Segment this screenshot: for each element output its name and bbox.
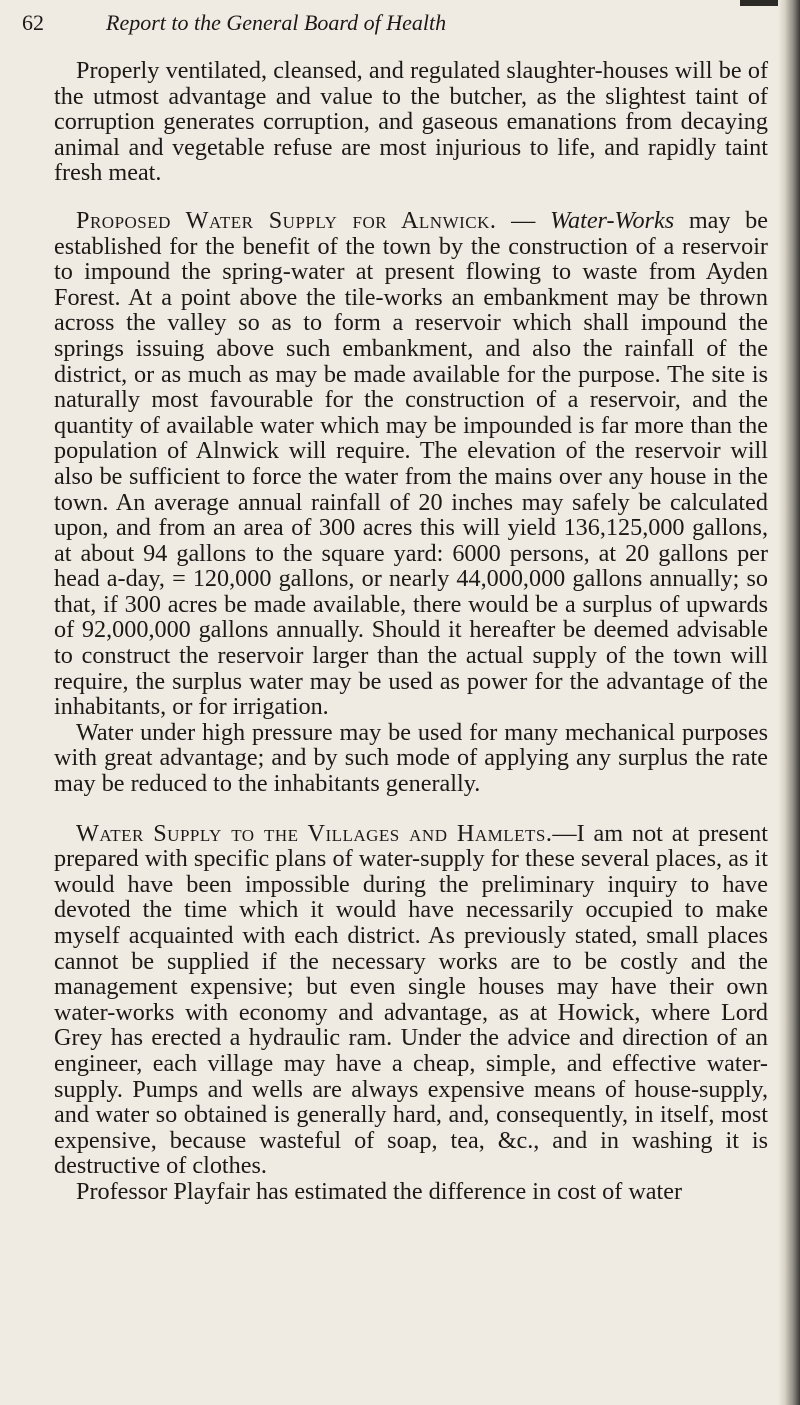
page-body [54, 58, 768, 1205]
paragraph-water-pressure: Water under high pressure may be used for many mechanical purposes with great advantage; and by such mode of applying any surplus the rate may be reduced to the inhabitants generally. [54, 718, 768, 798]
paragraph-villages-hamlets [54, 821, 768, 1179]
page-number: 62 [22, 10, 44, 35]
section-heading-villages-hamlets: Water Supply to the Villages and Hamlets. [76, 819, 553, 847]
running-title: Report to the General Board of Health [106, 10, 447, 35]
paragraph-body: may be established for the benefit of the town by the construction of a reservoir to impound the spring-water at present flowing to waste from Ayden Forest. At a point above the tile-works an embankment may be thrown across the valley so as to form a reservoir which shall impound the springs issuing above such embankment, and also the rainfall of the district, or as much as may be made available for the purpose. The site is naturally most favourable for the construction of a reservoir, and the quantity of available water which may be impounded is far more than the population of Alnwick will require. The elevation of the reservoir will also be sufficient to force the water from the mains over any house in the town. An average annual rainfall of 20 inches may safely be calculated upon, and from an area of 300 acres this will yield 136,125,000 gallons, at about 94 gallons to the square yard: 6000 persons, at 20 gallons per head a-day, = 120,000 gallons, or nearly 44,000,000 gallons annually; so that, if 300 acres be made available, there would be a surplus of upwards of 92,000,000 gallons annually. Should it hereafter be deemed advisable to construct the reservoir larger than the actual supply of the town will require, the surplus water may be used as power for the advantage of the inhabitants, or for irrigation. [54, 206, 769, 721]
paragraph-proposed-water-supply [54, 208, 768, 720]
heading-dash: — [552, 819, 577, 847]
paragraph-slaughter-houses: Properly ventilated, cleansed, and regulated slaughter-houses will be of the utmost advantage and value to the butcher, as the slightest taint of corruption generates corruption, and gaseous emanations from decaying animal and vegetable refuse are most injurious to life, and rapidly taint fresh meat. [54, 57, 768, 187]
paragraph-playfair: Professor Playfair has estimated the difference in cost of water [76, 1177, 683, 1205]
heading-dash: — [496, 206, 551, 234]
running-head [22, 8, 762, 42]
paragraph-body: I am not at present prepared with specific plans of water-supply for these several places, as it would have been impossible during the preliminary inquiry to have devoted the time which it would have necessarily occupied to make myself acquainted with each district. As previously stated, small places cannot be supplied if the necessary works are to be costly and the management expensive; but even single houses may have their own water-works with economy and advantage, as at Howick, where Lord Grey has erected a hydraulic ram. Under the advice and direction of an engineer, each village may have a cheap, simple, and effective water-supply. Pumps and wells are always expensive means of house-supply, and water so obtained is generally hard, and, consequently, in itself, most expensive, because wasteful of soap, tea, &c., and in washing it is destructive of clothes. [54, 819, 768, 1180]
section-heading-water-supply-alnwick: Proposed Water Supply for Alnwick. [76, 206, 497, 234]
emphasis-water-works: Water-Works [550, 206, 675, 234]
page-edge-shadow [778, 0, 800, 1405]
